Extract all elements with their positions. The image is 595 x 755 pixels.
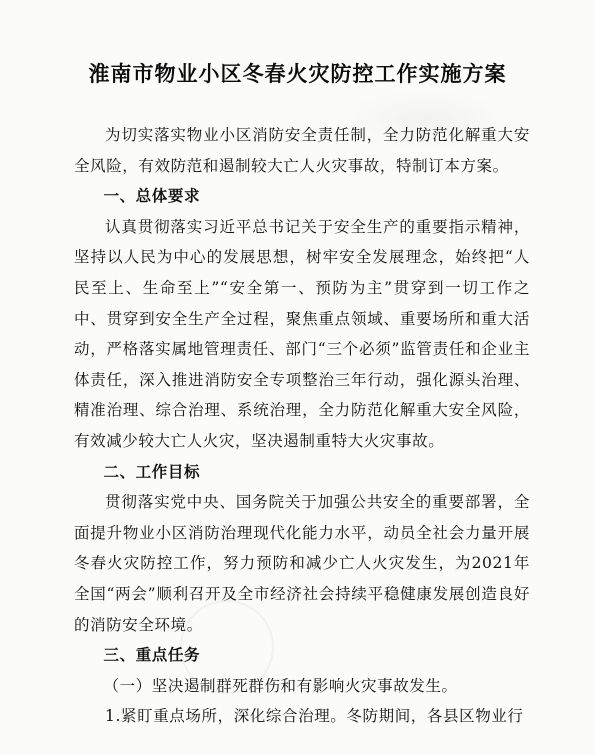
document-body	[74, 120, 530, 732]
section-heading-work-goals: 二、工作目标	[103, 462, 201, 481]
general-requirements-paragraph: 认真贯彻落实习近平总书记关于安全生产的重要指示精神，坚持以人民为中心的发展思想，树牢安全发展理念，始终把“人民至上、生命至上”“安全第一、预防为主”贯穿到一切工作之中、贯穿到安全生产全过程，聚焦重点领域、重要场所和重大活动，严格落实属地管理责任、部门“三个必须”监管责任和企业主体责任，深入推进消防安全专项整治三年行动，强化源头治理、精准治理、综合治理、系统治理，全力防范化解重大安全风险，有效减少较大亡人火灾，坚决遏制重特大火灾事故。	[74, 217, 530, 450]
work-goals-paragraph: 贯彻落实党中央、国务院关于加强公共安全的重要部署，全面提升物业小区消防治理现代化能力水平，动员全社会力量开展冬春火灾防控工作，努力预防和减少亡人火灾发生，为2021年全国“两会”顺利召开及全市经济社会持续平稳健康发展创造良好的消防安全环境。	[74, 493, 530, 634]
key-task-item-1-1: 1.紧盯重点场所，深化综合治理。冬防期间，各县区物业行	[105, 707, 524, 726]
intro-paragraph: 为切实落实物业小区消防安全责任制，全力防范化解重大安全风险，有效防范和遏制较大亡人火灾事故，特制订本方案。	[74, 126, 530, 175]
section-heading-key-tasks: 三、重点任务	[103, 646, 201, 665]
document-title: 淮南市物业小区冬春火灾防控工作实施方案	[88, 62, 507, 86]
key-task-item-1: （一）坚决遏制群死群伤和有影响火灾事故发生。	[103, 676, 458, 695]
section-heading-general-requirements: 一、总体要求	[103, 187, 201, 206]
